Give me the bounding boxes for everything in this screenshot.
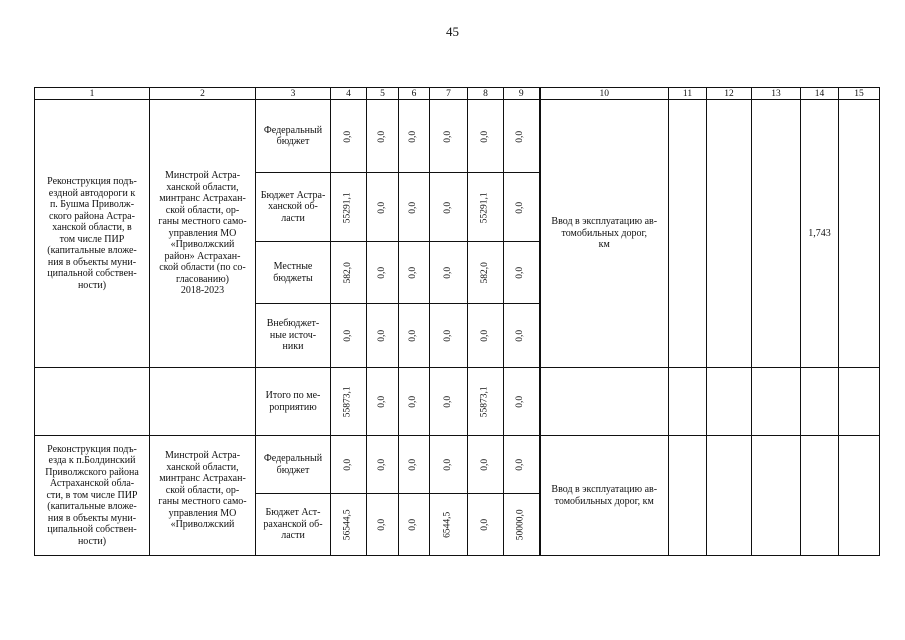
value-cell: 0,0	[504, 100, 540, 173]
table-row	[35, 436, 880, 494]
value-cell: 55873,1	[468, 368, 504, 436]
value-cell: 50000,0	[504, 494, 540, 556]
program-table	[34, 87, 880, 556]
value-cell: 0,0	[430, 368, 468, 436]
funding-source-cell: Бюджет Аст- раханской об- ласти	[256, 494, 331, 556]
empty-cell	[707, 436, 752, 556]
value-cell: 0,0	[331, 100, 367, 173]
value-cell: 582,0	[331, 242, 367, 304]
measure-cell: Реконструкция подъ- ездной автодороги к п. Бушма Приволж- ского района Астра- ханской области, в том числе ПИР (капитальные вложе- ния в объекты муни- ципальной собствен- ности)	[35, 100, 150, 368]
value-cell: 55873,1	[331, 368, 367, 436]
value-cell: 0,0	[430, 173, 468, 242]
value-cell: 55291,1	[468, 173, 504, 242]
value-cell: 0,0	[504, 368, 540, 436]
empty-cell	[669, 100, 707, 368]
funding-source-cell: Федеральный бюджет	[256, 436, 331, 494]
value-cell: 0,0	[399, 304, 430, 368]
value-cell: 0,0	[430, 242, 468, 304]
value-cell: 0,0	[367, 242, 399, 304]
value-cell: 0,0	[367, 368, 399, 436]
table-row	[35, 100, 880, 173]
empty-cell	[150, 368, 256, 436]
empty-cell	[540, 368, 669, 436]
indicator-cell: Ввод в эксплуатацию ав- томобильных дорог, км	[540, 100, 669, 368]
value-cell: 0,0	[367, 494, 399, 556]
value-cell: 0,0	[367, 436, 399, 494]
empty-cell	[707, 100, 752, 368]
value-cell: 6544,5	[430, 494, 468, 556]
col-header: 5	[367, 88, 399, 100]
col-header: 1	[35, 88, 150, 100]
funding-source-cell: Бюджет Астра- ханской об- ласти	[256, 173, 331, 242]
funding-source-cell: Внебюджет- ные источ- ники	[256, 304, 331, 368]
value-cell: 0,0	[504, 304, 540, 368]
value-cell: 0,0	[367, 100, 399, 173]
col-header: 10	[540, 88, 669, 100]
empty-cell	[752, 436, 801, 556]
col-header: 15	[839, 88, 880, 100]
value-cell: 0,0	[399, 494, 430, 556]
col-header: 11	[669, 88, 707, 100]
value-cell: 0,0	[504, 173, 540, 242]
value-cell: 0,0	[468, 304, 504, 368]
value-cell: 56544,5	[331, 494, 367, 556]
value-cell: 0,0	[430, 436, 468, 494]
executor-cell: Минстрой Астра- ханской области, минтранс Астрахан- ской области, ор- ганы местного само- управления МО «Приволжский район» Астрахан- ской области (по со- гласованию) 2018-2023	[150, 100, 256, 368]
empty-cell	[669, 436, 707, 556]
table-row	[35, 368, 880, 436]
measure-cell: Реконструкция подъ- езда к п.Болдинский Приволжского района Астраханской обла- сти, в том числе ПИР (капитальные вложе- ния в объекты муни- ципальной собствен- ности)	[35, 436, 150, 556]
empty-cell	[707, 368, 752, 436]
value-cell: 0,0	[430, 304, 468, 368]
column-number-row	[35, 88, 880, 100]
col-header: 6	[399, 88, 430, 100]
col-header: 3	[256, 88, 331, 100]
value-cell: 0,0	[504, 436, 540, 494]
empty-cell	[839, 368, 880, 436]
col-header: 4	[331, 88, 367, 100]
page-number: 45	[446, 24, 459, 39]
empty-cell	[35, 368, 150, 436]
funding-source-cell: Местные бюджеты	[256, 242, 331, 304]
col-header: 9	[504, 88, 540, 100]
col-header: 8	[468, 88, 504, 100]
value-cell: 0,0	[399, 242, 430, 304]
indicator-cell: Ввод в эксплуатацию ав- томобильных дорог, км	[540, 436, 669, 556]
col-header: 2	[150, 88, 256, 100]
value-cell: 0,0	[430, 100, 468, 173]
col-header: 12	[707, 88, 752, 100]
empty-cell	[801, 436, 839, 556]
value-cell: 55291,1	[331, 173, 367, 242]
col-header: 7	[430, 88, 468, 100]
value-cell: 0,0	[399, 436, 430, 494]
executor-cell: Минстрой Астра- ханской области, минтранс Астрахан- ской области, ор- ганы местного само- управления МО «Приволжский	[150, 436, 256, 556]
col-header: 13	[752, 88, 801, 100]
empty-cell	[669, 368, 707, 436]
value-cell: 0,0	[331, 436, 367, 494]
empty-cell	[839, 100, 880, 368]
value-cell: 0,0	[468, 100, 504, 173]
value-cell: 0,0	[399, 100, 430, 173]
value-cell: 0,0	[367, 173, 399, 242]
value-cell: 0,0	[399, 368, 430, 436]
empty-cell	[839, 436, 880, 556]
value-cell: 0,0	[367, 304, 399, 368]
funding-source-cell: Итого по ме- роприятию	[256, 368, 331, 436]
empty-cell	[801, 368, 839, 436]
value-cell: 0,0	[468, 436, 504, 494]
funding-source-cell: Федеральный бюджет	[256, 100, 331, 173]
target-value-cell: 1,743	[801, 100, 839, 368]
value-cell: 0,0	[399, 173, 430, 242]
value-cell: 0,0	[331, 304, 367, 368]
empty-cell	[752, 100, 801, 368]
empty-cell	[752, 368, 801, 436]
value-cell: 0,0	[468, 494, 504, 556]
value-cell: 582,0	[468, 242, 504, 304]
col-header: 14	[801, 88, 839, 100]
value-cell: 0,0	[504, 242, 540, 304]
